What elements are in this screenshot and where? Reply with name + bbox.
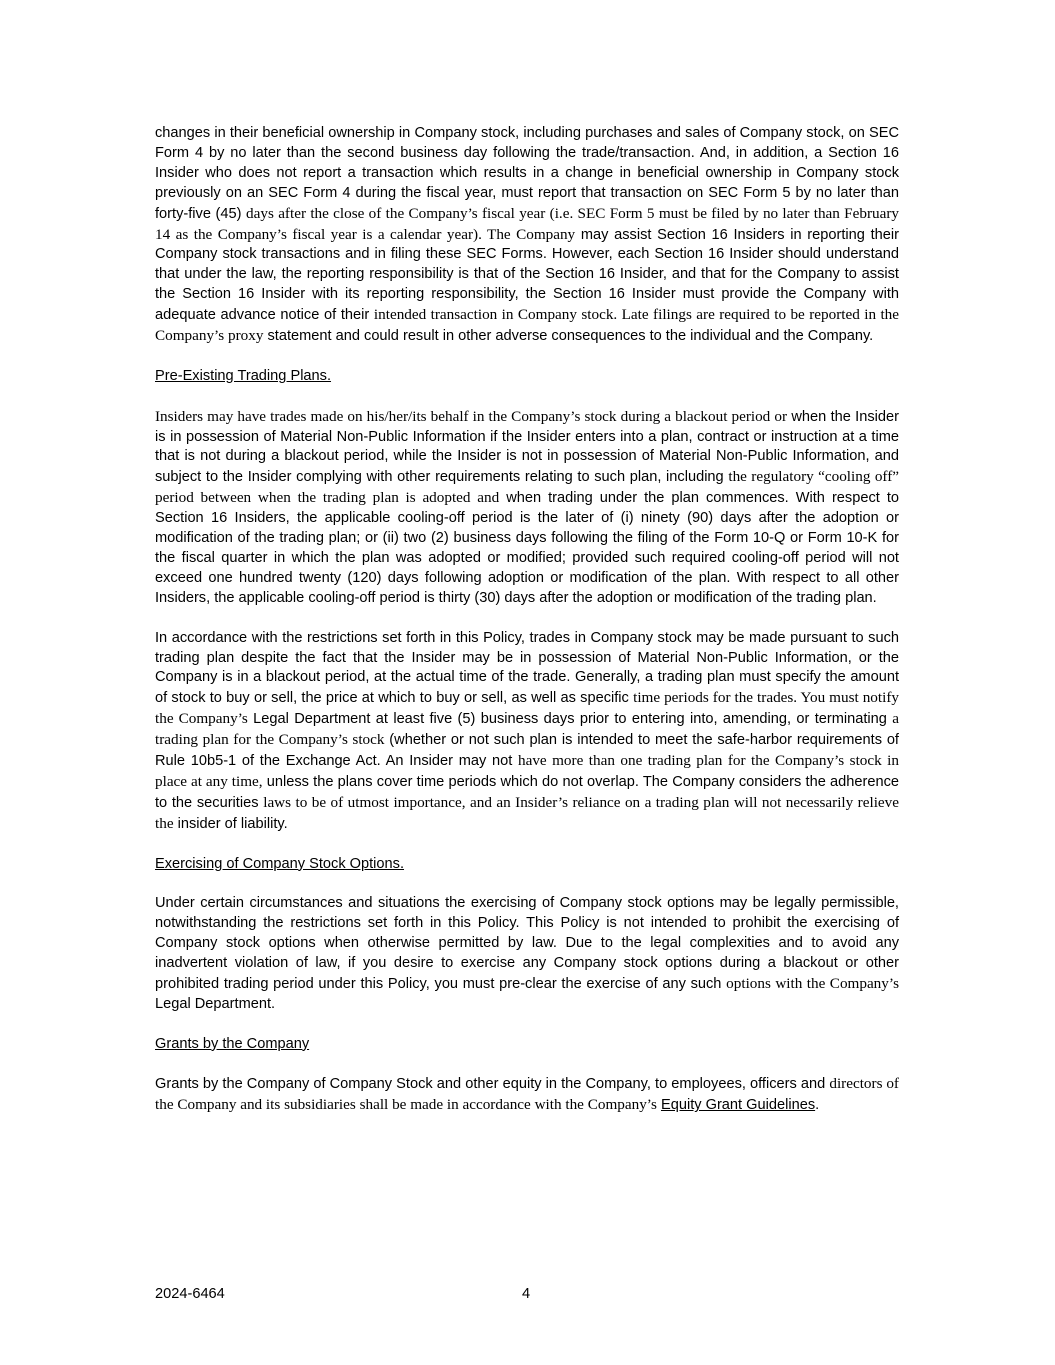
text-run: In accordance with the restrictions set forth in this Policy, trades in Company stock may be made pursuant to such trading plan despite the fact that the Insider may be in possession of Material Non-Public Information, or the Company is in a blackout period, at the actual time of the trade. Generally, a trading plan must specify the amount of stock to buy or sell, the price at which to buy or sell, as well as specific: [155, 629, 899, 707]
footer-page-number: 4: [522, 1286, 531, 1302]
text-run: time periods for the trades. You must notify the Company’s: [155, 689, 899, 728]
text-run: directors of the Company and its subsidiaries shall be made in accordance with the Company’s: [155, 1075, 899, 1114]
text-run: unless the plans cover time periods which do not overlap. The Company considers the adherence to the securities: [155, 773, 900, 811]
heading-exercising-stock-options: Exercising of Company Stock Options.: [155, 855, 405, 872]
paragraph-section16-reporting: [155, 124, 899, 347]
text-run: days after the close of the Company’s fiscal year (i.e. SEC Form 5 must be filed by no later than February 14 as the Company’s fiscal year is a calendar year). The Company: [155, 204, 900, 243]
text-run: may assist Section 16 Insiders in reporting their Company stock transactions and in filing these SEC Forms. However, each Section 16 Insider should understand that under the law, the reporting responsibility is that of the Section 16 Insider, and that for the Company to assist the Section 16 Insider with its reporting responsibility, the Section 16 Insider must provide the Company with adequate advance notice of their: [155, 226, 899, 324]
text-run: statement and could result in other adverse consequences to the individual and the Company.: [263, 328, 874, 345]
text-run: Grants by the Company of Company Stock and other equity in the Company, to employees, officers and: [155, 1076, 830, 1093]
text-run: Under certain circumstances and situations the exercising of Company stock options may be legally permissible, notwithstanding the restrictions set forth in this Policy. This Policy is not intended to prohibit the exercising of Company stock options when otherwise permitted by law. Due to the legal complexities and to avoid any inadvertent violation of law, if you desire to exercise any Company stock options during a blackout or other prohibited trading period under this Policy, you must pre-clear the exercise of any such: [155, 895, 899, 992]
text-run: Legal Department.: [155, 995, 276, 1012]
text-run: the regulatory “cooling off” period between when the trading plan is adopted and: [155, 468, 899, 507]
text-run: Insiders may have trades made on his/her/its behalf in the Company’s stock during a blackout period or: [155, 407, 788, 425]
paragraph-trading-plans-restrictions: [155, 629, 899, 835]
text-run: laws to be of utmost importance, and an Insider’s reliance on a trading plan will not necessarily relieve the: [155, 793, 899, 832]
paragraph-grants: [155, 1074, 899, 1116]
heading-pre-existing-trading-plans: Pre-Existing Trading Plans.: [155, 367, 332, 384]
text-run: options with the Company’s: [726, 974, 900, 992]
text-run: (whether or not such plan is intended to meet the safe-harbor requirements of Rule 10b5-1 of the Exchange Act. An Insider may not: [155, 732, 899, 770]
paragraph-trading-plans-cooling-off: [155, 407, 899, 609]
page-body: [155, 124, 899, 1136]
text-run: intended transaction in Company stock. Late filings are required to be reported in the Company’s proxy: [155, 306, 900, 345]
text-run: insider of liability.: [173, 815, 288, 832]
paragraph-stock-options: [155, 894, 899, 1014]
text-run: have more than one trading plan for the Company’s stock in place at any time,: [155, 752, 899, 790]
text-run: a trading plan for the Company’s stock: [155, 710, 899, 749]
text-run: .: [815, 1097, 820, 1114]
text-run: Legal Department at least five (5) business days prior to entering into, amending, or terminating: [247, 711, 893, 728]
text-run: when trading under the plan commences. With respect to Section 16 Insiders, the applicable cooling-off period is the later of (i) ninety (90) days after the adoption or modification of the trading plan; or (ii) two (2) business days following the filing of the Form 10-Q or Form 10-K for the fiscal quarter in which the plan was adopted or modified; provided such required cooling-off period will not exceed one hundred twenty (120) days following adoption or modification of the plan. With respect to all other Insiders, the applicable cooling-off period is thirty (30) days after the adoption or modification of the trading plan.: [155, 490, 899, 606]
heading-grants-by-company: Grants by the Company: [155, 1035, 310, 1052]
footer-document-id: 2024-6464: [155, 1286, 225, 1302]
text-run: when the Insider is in possession of Material Non-Public Information if the Insider enters into a plan, contract or instruction at a time that is not during a blackout period, while the Insider is not in possession of Material Non-Public Information, and subject to the Insider complying with other requirements relating to such plan, including: [155, 408, 899, 486]
text-run: Equity Grant Guidelines: [660, 1097, 816, 1114]
text-run: changes in their beneficial ownership in Company stock, including purchases and sales of Company stock, on SEC Form 4 by no later than the second business day following the trade/transaction. And, in addition, a Section 16 Insider who does not report a transaction which results in a change in beneficial ownership in Company stock previously on an SEC Form 4 during the fiscal year, must report that transaction on SEC Form 5 by no later than forty-five (45): [155, 125, 899, 222]
